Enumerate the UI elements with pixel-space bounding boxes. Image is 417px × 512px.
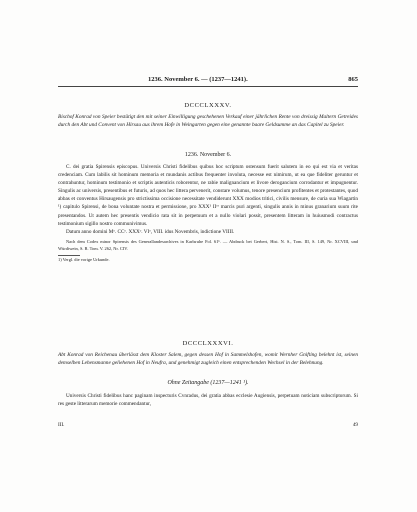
running-head-title: 1236. November 6. — (1237—1241). (148, 76, 248, 83)
running-header (58, 76, 358, 83)
signature-right: 49 (352, 422, 358, 428)
doc1-datum: Datum anno domini Mᵒ. CCᵒ. XXXᵒ. VIᵒ, VIII. idus Novembris, indictione VIIII. (66, 228, 235, 235)
doc2-summary: Abt Konrad von Reichenau überlässt dem Kloster Salem, gegen dessen Hof in Sammelshofen, womit Wernher Gnifting belehnt ist, seinen demselben Lehensmanne geliehenen Hof in Neufra, und genehmigt zugleich einen entsprechenden Wechsel in der Belehnung. (58, 352, 358, 367)
doc1-dateline: 1236. November 6. (184, 152, 232, 158)
signature-left: III. (58, 422, 65, 428)
header-rule (58, 86, 358, 87)
footnote-rule (58, 255, 80, 256)
doc2-dateline: Ohne Zeitangabe (1237—1241 ¹). (167, 380, 249, 386)
doc2-text: Universis Christi fidelibus hanc paginam inspecturis Cvnradus, dei gratia abbas ecclesie Augiensis, perpetuam noticiam subscriptorum. Si res geste litterarum memorie commendantur, (58, 393, 358, 408)
doc1-summary: Bischof Konrad von Speier bestätigt den mit seiner Einwilligung geschehenen Verkauf einer jährlichen Rente von dreissig Maltern Getreides durch den Abt und Convent von Hirsau aus ihrem Hofe in Weingarten gegen eine genannte baare Geldsumme an das Capitel zu Speier. (58, 114, 358, 129)
doc1-text: C. dei gratia Spirensis episcopus. Universis Christi fidelibus quibus hoc scriptum ostensum fuerit salutem in eo qui est via et veritas credenciam. Cum labilis sit hominum memoria et mundanis actibus frequenter involuta, necesse est nimirum, ut ea que fideliter geruntur et contrahuntur, hominum testimonio et scriptis autenticis roborentur, ne rabie malignancium et livore derogancium corrodantur et impugnentur. Singulis ac universis, presentibus et futuris, ad quos hec littera pervenerit, constare volumus, tenore presencium profitentes et protestantes, quod abbas et conventus Hirsaugensis pro strictissima occisione necessitate vendiderunt XXX modios tritici, civilis mensure, de curia sua Wiagartin ¹) capitulo Spirensi, de bona voluntate nostra et permissione, pro XXX¹ IIᵒʳ marcis puri argenti, singulis annis in minus granarium suum rite presentandos. Ut autem hec presentis vendicio rata sit in perpetuum et a nullo violari possit, presentem litteram in huiusmodi contractus testimonium sigillo nostro communivimus. Datum anno domini Mᵒ. CCᵒ. XXXᵒ. VIᵒ, VIII. idus Novembris, indictione VIIII. Nach dem Codex minor Spirensis des Generallandesarchives in Karlsruhe Fol. 61ᵇ. — Abdruck bei Gerbert, Hist. N. S., Tom. III, S. 149, Nr. XCVIII, und Würdtwein, S. R. Tom. V. 262, Nr. CIV. 1) Vergl. die vorige Urkunde. (58, 164, 358, 262)
signature-line (58, 422, 358, 428)
doc1-source-note: Nach dem Codex minor Spirensis des Generallandesarchives in Karlsruhe Fol. 61ᵇ. — Abdruck bei Gerbert, Hist. N. S., Tom. III, S. 149, Nr. XCVIII, und Würdtwein, S. R. Tom. V. 262, Nr. CIV. (58, 238, 358, 251)
doc2-number: DCCCLXXXVI. (182, 340, 234, 347)
doc1-footnote: 1) Vergl. die vorige Urkunde. (58, 256, 110, 262)
page-number: 865 (348, 76, 358, 83)
doc1-number: DCCCLXXXV. (184, 102, 232, 109)
